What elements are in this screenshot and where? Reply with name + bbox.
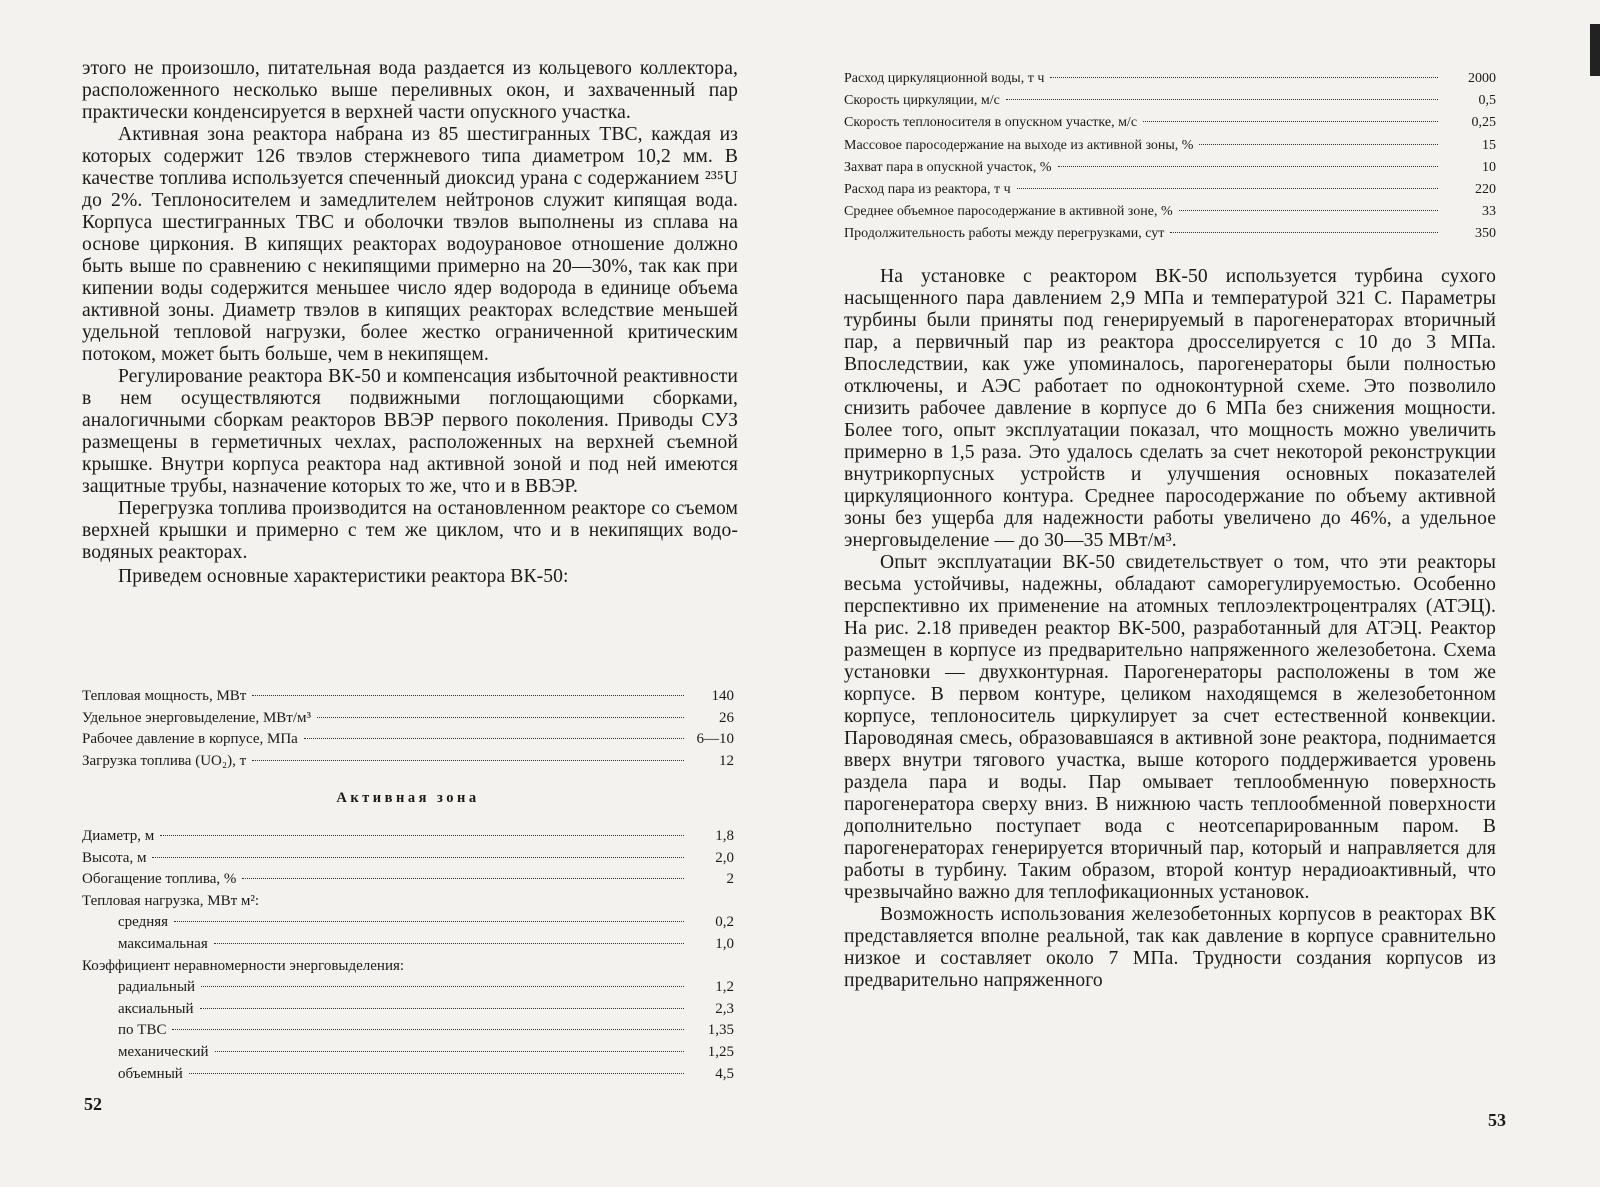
leader-dots (242, 878, 684, 879)
spec-label: объемный (118, 1065, 183, 1082)
reactor-characteristics-table (82, 686, 734, 772)
spec-label: Захват пара в опускной участок, % (844, 159, 1052, 175)
spec-label: Тепловая нагрузка, МВт м²: (82, 892, 260, 909)
spec-row (844, 223, 1496, 245)
spec-label: Скорость циркуляции, м/с (844, 93, 1000, 109)
spec-row (844, 179, 1496, 201)
spec-row (82, 1042, 734, 1064)
right-text-column (844, 266, 1496, 992)
spec-row (82, 826, 734, 848)
leader-dots (215, 1051, 684, 1052)
spec-value: 220 (1475, 182, 1496, 198)
spec-label: Обогащение топлива, % (82, 871, 237, 888)
paragraph: Приведем основные характеристики реактора ВК-50: (118, 566, 569, 587)
leader-dots (172, 1029, 684, 1030)
spec-label: Тепловая мощность, МВт (82, 688, 247, 704)
spec-group-header (82, 956, 734, 978)
spec-value: 1,8 (715, 828, 734, 844)
leader-dots (252, 760, 684, 761)
spec-value: 2000 (1468, 71, 1496, 86)
spec-row (82, 708, 734, 730)
core-section-heading: Активная зона (336, 790, 480, 806)
spec-row (844, 90, 1496, 112)
spec-value: 1,35 (707, 1022, 734, 1039)
spec-value: 1,0 (715, 935, 734, 952)
leader-dots (1143, 121, 1438, 122)
spec-value: 0,2 (715, 914, 734, 931)
spec-value: 6—10 (696, 731, 734, 748)
spec-value: 0,25 (1471, 115, 1496, 131)
spec-label: Расход циркуляционной воды, т ч (844, 71, 1045, 86)
spec-label: Загрузка топлива (UO₂), т (82, 752, 247, 769)
paragraph: этого не произошло, питательная вода раздается из кольцевого коллектора, расположенного несколько выше переливных окон, и захваченный пар практически конденсируется в верхней части опускного участка. (82, 58, 738, 123)
spec-label: механический (118, 1043, 209, 1060)
spec-label: по ТВС (118, 1022, 167, 1039)
paragraph: Регулирование реактора ВК-50 и компенсация избыточной реактивности в нем осуществляются подвижными поглощающими сборками, аналогичными сборкам реакторов ВВЭР первого поколения. Приводы СУЗ размещены в герметичных чехлах, расположенных на верхней съемной крышке. Внутри корпуса реактора над активной зоной и под ней имеются защитные трубы, назначение которых то же, что и в ВВЭР. (82, 366, 738, 497)
leader-dots (189, 1073, 684, 1074)
spec-label: Продолжительность работы между перегрузками, сут (844, 226, 1165, 242)
spec-row (82, 686, 734, 708)
spec-value: 1,2 (715, 979, 734, 996)
right-page (800, 0, 1600, 1187)
spec-label: аксиальный (118, 1000, 194, 1017)
spec-value: 1,25 (707, 1043, 734, 1060)
paragraph: Возможность использования железобетонных корпусов в реакторах ВК представляется вполне реальной, так как давление в корпусе сравнительно низкое и составляет около 7 МПа. Трудности создания корпусов из предварительно напряженного (844, 904, 1496, 991)
spec-group-header (82, 891, 734, 913)
spec-value: 350 (1475, 226, 1496, 242)
leader-dots (252, 695, 684, 696)
spec-row (844, 135, 1496, 157)
spec-label: максимальная (118, 935, 208, 952)
page-number: 53 (1488, 1110, 1506, 1130)
spec-row (82, 934, 734, 956)
page-number: 52 (84, 1094, 102, 1114)
spec-row (82, 1020, 734, 1042)
spec-row (844, 201, 1496, 223)
leader-dots (152, 857, 684, 858)
spec-value: 33 (1482, 204, 1496, 220)
spec-row (82, 848, 734, 870)
spec-value: 15 (1482, 137, 1496, 153)
leader-dots (160, 835, 684, 836)
spec-value: 140 (711, 688, 734, 704)
spec-row (82, 729, 734, 751)
leader-dots (201, 986, 684, 987)
paragraph: Опыт эксплуатации ВК-50 свидетельствует о том, что эти реакторы весьма устойчивы, надежны, обладают саморегулируемостью. Особенно перспективно их применение на атомных теплоэлектроцентралях (АТЭЦ). На рис. 2.18 приведен реактор ВК-500, разработанный для АТЭЦ. Реактор размещен в корпусе из предварительно напряженного железобетона. Схема установки — двухконтурная. Парогенераторы расположены в том же корпусе. В первом контуре, целиком находящемся в железобетонном корпусе, теплоноситель циркулирует за счет естественной конвекции. Пароводяная смесь, образовавшаяся в активной зоне реактора, поднимается вверх внутри тягового участка, выше которого поддерживается уровень раздела пара и воды. Пар омывает теплообменную поверхность парогенератора сверху вниз. В нижнюю часть теплообменной поверхности дополнительно поступает вода с неотсепарированным паром. В парогенераторах генерируется вторичный пар, который и направляется для работы в турбину. Таким образом, второй контур нерадиоактивный, что чрезвычайно важно для теплофикационных установок. (844, 552, 1496, 903)
spec-value: 4,5 (715, 1065, 734, 1082)
spec-label: Удельное энерговыделение, МВт/м³ (82, 709, 312, 726)
spec-label: средняя (118, 914, 169, 931)
spec-row (82, 999, 734, 1021)
spec-label: Рабочее давление в корпусе, МПа (82, 731, 298, 748)
spec-label: радиальный (118, 979, 196, 996)
spec-value: 10 (1482, 159, 1496, 175)
spec-value: 2,3 (715, 1000, 734, 1017)
spec-row (82, 977, 734, 999)
spec-row (82, 751, 734, 773)
leader-dots (1050, 77, 1438, 78)
spec-label: Коэффициент неравномерности энерговыделения: (82, 957, 405, 974)
leader-dots (1058, 166, 1438, 167)
paragraph: Перегрузка топлива производится на остановленном реакторе со съемом верхней крышки и примерно с тем же циклом, что и в некипящих водо-водяных реакторах. (82, 498, 738, 563)
spec-label: Диаметр, м (82, 828, 155, 844)
spec-row (82, 912, 734, 934)
spec-value: 2 (726, 871, 734, 888)
leader-dots (1017, 188, 1438, 189)
spec-label: Среднее объемное паросодержание в активной зоне, % (844, 204, 1173, 220)
paragraph: На установке с реактором ВК-50 используется турбина сухого насыщенного пара давлением 2,9 МПа и температурой 321 С. Параметры турбины были приняты под генерируемый в парогенераторах вторичный пар, а первичный пар из реактора дросселируется с 10 до 3 МПа. Впоследствии, как уже упоминалось, парогенераторы были полностью отключены, и АЭС работает по одноконтурной схеме. Это позволило снизить рабочее давление в корпусе до 6 МПа без снижения мощности. Более того, опыт эксплуатации показал, что мощность можно увеличить примерно в 1,5 раза. Это удалось сделать за счет некоторой реконструкции внутрикорпусных устройств и улучшения основных показателей циркуляционного контура. Среднее паросодержание по объему активной зоны без ущерба для надежности работы увеличено до 46%, а удельное энерговыделение — до 30—35 МВт/м³. (844, 266, 1496, 551)
page-edge-mark (1590, 24, 1600, 76)
spec-label: Расход пара из реактора, т ч (844, 182, 1011, 198)
spec-value: 12 (719, 752, 734, 769)
leader-dots (174, 921, 684, 922)
leader-dots (1199, 144, 1438, 145)
spec-row (82, 869, 734, 891)
leader-dots (200, 1008, 684, 1009)
leader-dots (304, 738, 684, 739)
reactor-characteristics-table-continued (844, 68, 1496, 246)
leader-dots (1006, 99, 1438, 100)
spec-row (844, 112, 1496, 134)
leader-dots (1170, 232, 1438, 233)
spec-value: 2,0 (715, 849, 734, 866)
spec-value: 26 (719, 709, 734, 726)
paragraph: Активная зона реактора набрана из 85 шестигранных ТВС, каждая из которых содержит 126 твэлов стержневого типа диаметром 10,2 мм. В качестве топлива используется спеченный диоксид урана с содержанием ²³⁵U до 2%. Теплоносителем и замедлителем нейтронов служит кипящая вода. Корпуса шестигранных ТВС и оболочки твэлов выполнены из сплава на основе циркония. В кипящих реакторах водоурановое отношение должно быть выше по сравнению с некипящими примерно на 20—30%, так как при кипении воды содержится меньшее число ядер водорода в единице объема активной зоны. Диаметр твэлов в кипящих реакторах вследствие меньшей удельной тепловой нагрузки, более жестко ограниченной критическим потоком, может быть больше, чем в некипящем. (82, 124, 738, 365)
core-characteristics-table (82, 826, 734, 1085)
leader-dots (1179, 210, 1438, 211)
spec-value: 0,5 (1478, 93, 1496, 109)
spec-label: Высота, м (82, 849, 147, 866)
spec-row (844, 68, 1496, 90)
spec-label: Массовое паросодержание на выходе из активной зоны, % (844, 137, 1194, 153)
spec-row (82, 1064, 734, 1086)
leader-dots (214, 943, 684, 944)
spec-label: Скорость теплоносителя в опускном участке, м/с (844, 115, 1138, 131)
leader-dots (317, 717, 684, 718)
spec-row (844, 157, 1496, 179)
left-text-column (82, 58, 738, 588)
